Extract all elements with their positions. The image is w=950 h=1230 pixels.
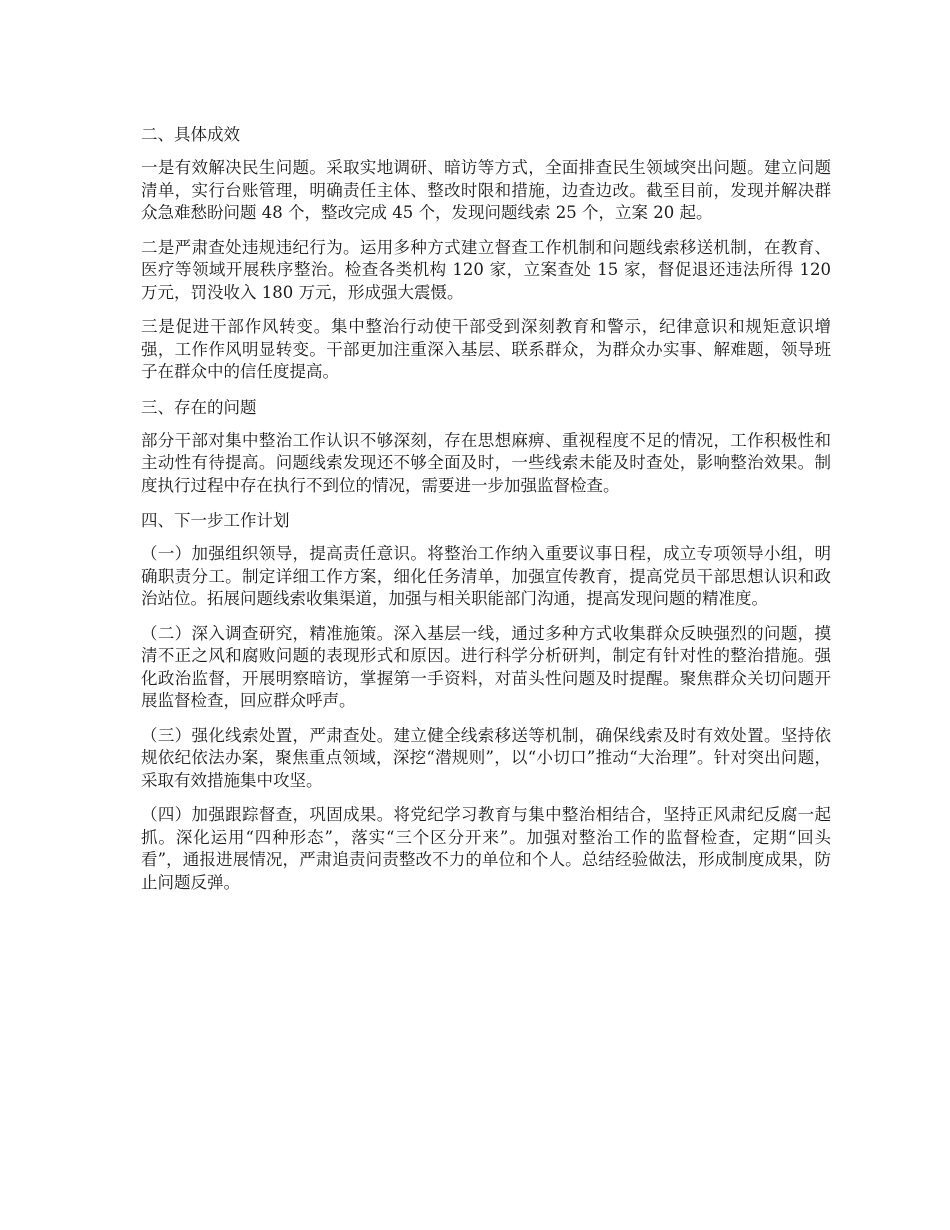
document-page [141,123,831,906]
paragraph: （二）深入调查研究，精准施策。深入基层一线，通过多种方式收集群众反映强烈的问题，摸清不正之风和腐败问题的表现形式和原因。进行科学分析研判，制定有针对性的整治措施。强化政治监督，开展明察暗访，掌握第一手资料，对苗头性问题及时提醒。聚焦群众关切问题开展监督检查，回应群众呼声。 [141,623,831,710]
paragraph: （四）加强跟踪督查，巩固成果。将党纪学习教育与集中整治相结合，坚持正风肃纪反腐一起抓。深化运用“四种形态”，落实“三个区分开来”。加强对整治工作的监督检查，定期“回头看”，通报进展情况，严肃追责问责整改不力的单位和个人。总结经验做法，形成制度成果，防止问题反弹。 [141,805,831,892]
paragraph: 二是严肃查处违规违纪行为。运用多种方式建立督查工作机制和问题线索移送机制，在教育、医疗等领域开展秩序整治。检查各类机构 120 家，立案查处 15 家，督促退还违法所得 120 万元，罚没收入 180 万元，形成强大震慑。 [141,237,831,302]
paragraph: （三）强化线索处置，严肃查处。建立健全线索移送等机制，确保线索及时有效处置。坚持依规依纪依法办案，聚焦重点领域，深挖“潜规则”，以“小切口”推动“大治理”。针对突出问题，采取有效措施集中攻坚。 [141,725,831,790]
section-heading: 二、具体成效 [141,125,240,144]
section-heading: 四、下一步工作计划 [141,511,290,530]
paragraph: 三是促进干部作风转变。集中整治行动使干部受到深刻教育和警示，纪律意识和规矩意识增强，工作作风明显转变。干部更加注重深入基层、联系群众，为群众办实事、解难题，领导班子在群众中的信任度提高。 [141,317,831,381]
section-problems [141,396,831,498]
section-next-plan [141,509,831,894]
paragraph: 部分干部对集中整治工作认识不够深刻，存在思想麻痹、重视程度不足的情况，工作积极性和主动性有待提高。问题线索发现还不够全面及时，一些线索未能及时查处，影响整治效果。制度执行过程中存在执行不到位的情况，需要进一步加强监督检查。 [141,430,831,495]
paragraph: （一）加强组织领导，提高责任意识。将整治工作纳入重要议事日程，成立专项领导小组，明确职责分工。制定详细工作方案，细化任务清单，加强宣传教育，提高党员干部思想认识和政治站位。拓展问题线索收集渠道，加强与相关职能部门沟通，提高发现问题的精准度。 [141,544,831,608]
section-heading: 三、存在的问题 [141,397,257,417]
section-results [141,123,831,384]
paragraph: 一是有效解决民生问题。采取实地调研、暗访等方式，全面排查民生领域突出问题。建立问题清单，实行台账管理，明确责任主体、整改时限和措施，边查边改。截至目前，发现并解决群众急难愁盼问题 48 个，整改完成 45 个，发现问题线索 25 个，立案 20 起。 [141,158,831,222]
